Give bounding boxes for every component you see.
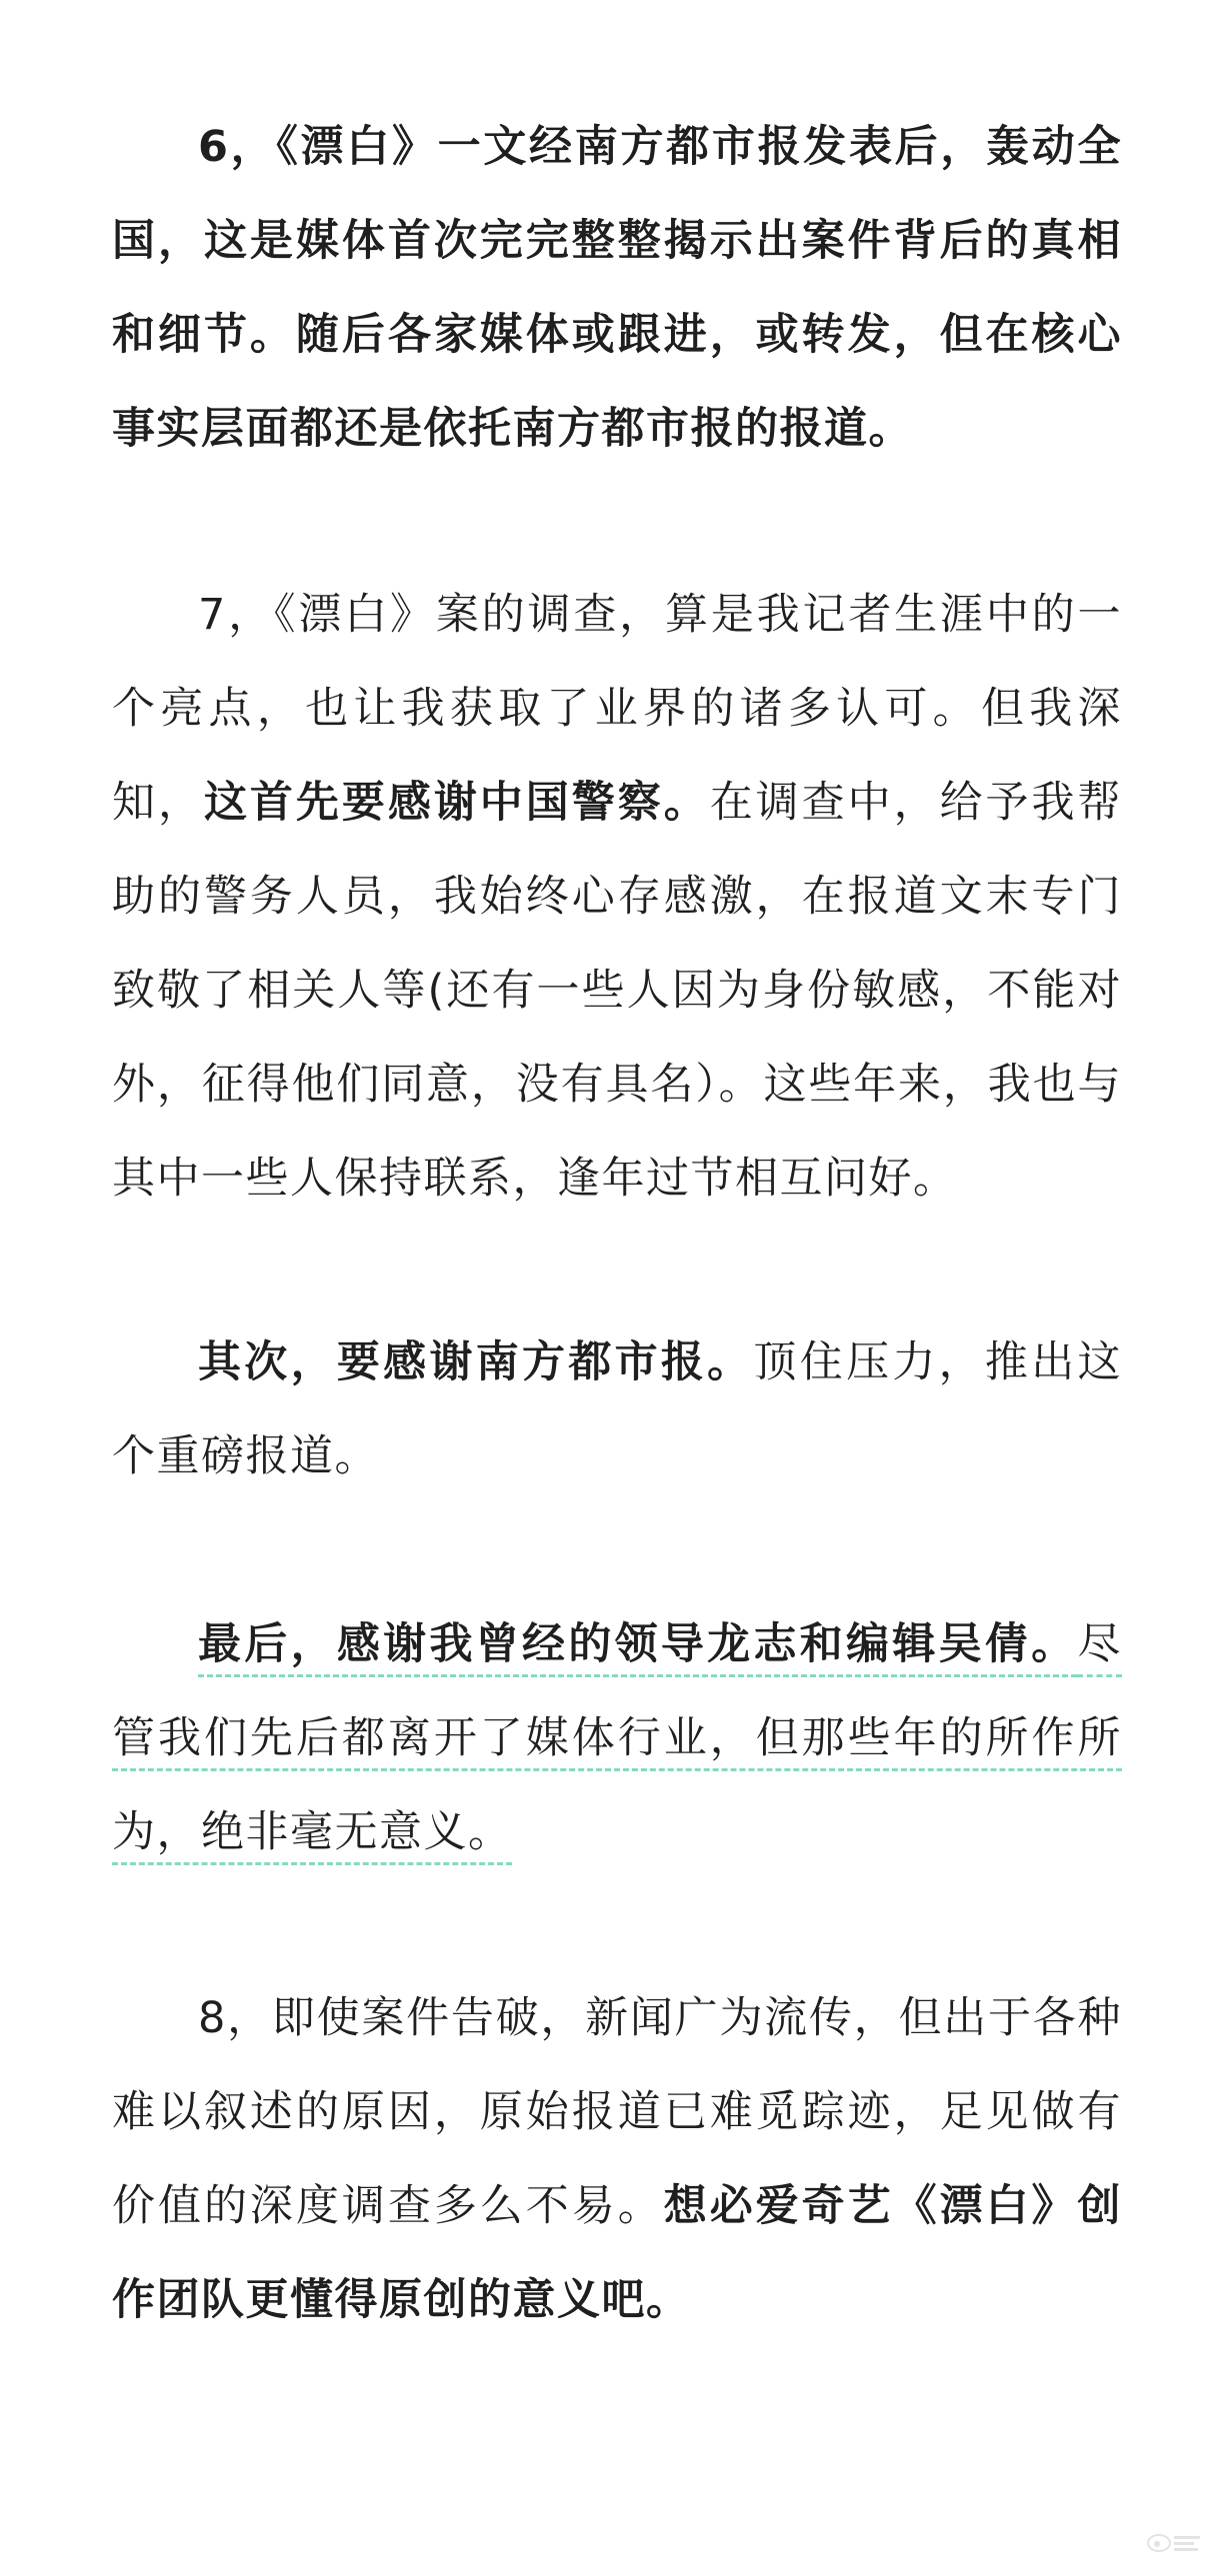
paragraph-6-text: 6，《漂白》一文经南方都市报发表后，轰动全国，这是媒体首次完完整整揭示出案件背后的真相和细节。随后各家媒体或跟进，或转发，但在核心事实层面都还是依托南方都市报的报道。 <box>112 122 1122 454</box>
paragraph-7 <box>112 568 1122 1226</box>
paragraph-7-text-b: 在调查中，给予我帮助的警务人员，我始终心存感激，在报道文末专门致敬了相关人等(还有一些人因为身份敏感，不能对外，征得他们同意，没有具名）。这些年来，我也与其中一些人保持联系，逢年过节相互问好。 <box>112 778 1123 1204</box>
paragraph-thanks-newspaper <box>112 1315 1122 1503</box>
paragraph-6 <box>112 100 1122 476</box>
paragraph-7-text-a: 7，《漂白》案的调查，算是我记者生涯中的一个亮点，也让我获取了业界的诸多认可。但我深知， <box>112 590 1122 828</box>
paragraph-8-emphasis: 想必爱奇艺《漂白》创作团队更懂得原创的意义吧。 <box>112 2181 1123 2325</box>
thanks-newspaper-text: 顶住压力，推出这个重磅报道。 <box>112 1337 1123 1481</box>
paragraph-7-emphasis: 这首先要感谢中国警察。 <box>203 778 710 828</box>
paragraph-thanks-editors <box>112 1597 1122 1879</box>
thanks-newspaper-emphasis: 其次，要感谢南方都市报。 <box>198 1337 754 1387</box>
paragraph-8-text: 8，即使案件告破，新闻广为流传，但出于各种难以叙述的原因，原始报道已难觅踪迹，足见做有价值的深度调查多么不易。 <box>112 1993 1122 2231</box>
thanks-editors-text: 尽管我们先后都离开了媒体行业，但那些年的所作所为，绝非毫无意义。 <box>112 1619 1122 1857</box>
thanks-editors-emphasis: 最后，感谢我曾经的领导龙志和编辑吴倩。 <box>198 1619 1078 1669</box>
paragraph-8 <box>112 1971 1122 2347</box>
watermark-logo-icon <box>1146 2530 1204 2556</box>
article-body <box>112 100 1122 2347</box>
